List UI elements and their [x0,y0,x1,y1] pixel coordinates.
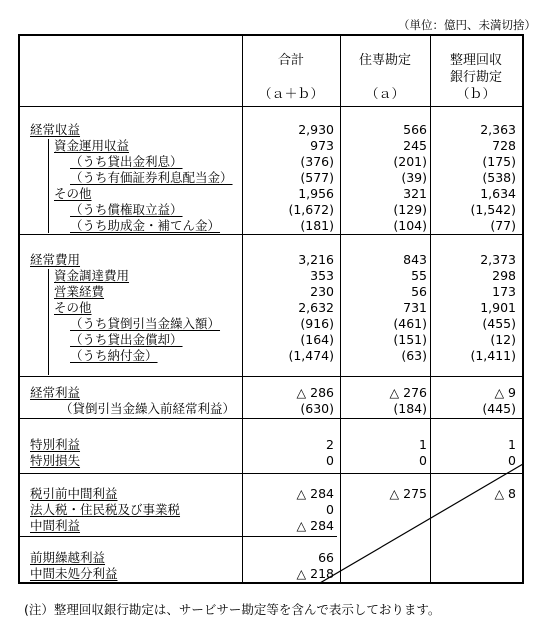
cell-jusen: (63) [401,348,427,363]
header-jusen-code: （ａ） [365,87,405,102]
cell-jusen: (129) [393,202,427,217]
cell-resolution: (12) [490,332,516,347]
row-label: 資金調達費用 [54,268,130,283]
row-label: 特別利益 [30,437,81,452]
header-resolution-code: （ｂ） [456,87,496,102]
cell-total: (630) [300,401,334,416]
cell-total: (376) [300,154,334,169]
header-jusen-label: 住専勘定 [358,53,411,68]
row-label: 経常収益 [30,122,81,137]
cell-jusen: (201) [393,154,427,169]
cell-total: △ 286 [296,385,334,400]
cell-total: 230 [310,284,334,299]
cell-total: 353 [310,268,334,283]
row-label: （うち貸倒引当金繰入額） [70,316,221,331]
section-divider [20,418,522,419]
row-label: （うち納付金） [70,348,158,363]
cell-jusen: 566 [403,122,427,137]
row-label: 特別損失 [30,453,81,468]
cell-jusen: 0 [419,453,427,468]
cell-total: △ 218 [296,566,334,581]
row-label: 法人税・住民税及び事業税 [30,502,181,517]
cell-total: (577) [300,170,334,185]
row-label: （うち貸出金利息） [70,154,183,169]
cell-resolution: (1,542) [470,202,516,217]
row-label: 前期繰越利益 [30,550,106,565]
cell-resolution: (77) [490,218,516,233]
header-resolution-label1: 整理回収 [449,53,502,68]
cell-total: (916) [300,316,334,331]
cell-resolution: (455) [482,316,516,331]
cell-total: (181) [300,218,334,233]
row-label: 経常利益 [30,385,81,400]
col-divider [242,36,243,582]
cell-resolution: 1,901 [480,300,516,315]
section-divider [20,536,337,537]
cell-jusen: 55 [411,268,427,283]
cell-total: 2 [326,437,334,452]
cell-total: 0 [326,453,334,468]
cell-jusen: (39) [401,170,427,185]
row-label: （うち償権取立益） [70,202,183,217]
row-label: 税引前中間利益 [30,486,118,501]
cell-resolution: 1,634 [480,186,516,201]
cell-jusen: 731 [403,300,427,315]
cell-total: (1,474) [288,348,334,363]
cell-resolution: 2,363 [480,122,516,137]
cell-total: 3,216 [298,252,334,267]
row-label: 中間未処分利益 [30,566,118,581]
empty-cell-diagonal [320,464,524,584]
cell-jusen: 321 [403,186,427,201]
row-label: （うち助成金・補てん金） [70,218,221,233]
row-label: 資金運用収益 [54,138,130,153]
header-divider [20,106,522,107]
header-resolution-label2: 銀行勘定 [449,70,502,85]
header-total-label: 合計 [277,53,304,68]
cell-total: 973 [310,138,334,153]
cell-jusen: 245 [403,138,427,153]
row-label: 経常費用 [30,252,81,267]
row-label: その他 [54,300,92,315]
header-jusen [340,52,430,103]
cell-resolution: 0 [508,453,516,468]
cell-resolution: 2,373 [480,252,516,267]
cell-resolution: 728 [492,138,516,153]
row-label: （貸倒引当金繰入前経常利益） [60,401,236,416]
cell-resolution: △ 8 [494,486,516,501]
cell-jusen: 843 [403,252,427,267]
indent-guide [48,139,49,233]
row-label: （うち有価証券利息配当金） [70,170,233,185]
cell-total: 66 [318,550,334,565]
cell-jusen: 1 [419,437,427,452]
cell-jusen: △ 275 [389,486,427,501]
cell-resolution: (445) [482,401,516,416]
footnote: (注）整理回収銀行勘定は、サービサー勘定等を含んで表示しております。 [24,602,441,617]
cell-jusen: (104) [393,218,427,233]
cell-resolution: (538) [482,170,516,185]
section-divider [20,376,522,377]
cell-jusen: (151) [393,332,427,347]
cell-resolution: 173 [492,284,516,299]
cell-total: 2,632 [298,300,334,315]
cell-jusen: 56 [411,284,427,299]
cell-jusen: (184) [393,401,427,416]
cell-total: △ 284 [296,486,334,501]
cell-resolution: 1 [508,437,516,452]
cell-jusen: (461) [393,316,427,331]
cell-total: 2,930 [298,122,334,137]
cell-total: 1,956 [298,186,334,201]
header-total-formula: （ａ＋ｂ） [258,87,324,102]
row-label: 営業経費 [54,284,105,299]
section-divider [20,234,522,235]
cell-total: (164) [300,332,334,347]
cell-total: 0 [326,502,334,517]
indent-guide [48,269,49,375]
cell-total: △ 284 [296,518,334,533]
row-label: 中間利益 [30,518,81,533]
unit-note: （単位：億円、未満切捨） [398,18,536,32]
row-label: （うち貸出金償却） [70,332,183,347]
cell-resolution: (1,411) [470,348,516,363]
header-resolution [430,52,522,103]
cell-resolution: △ 9 [494,385,516,400]
header-total [242,52,340,103]
cell-jusen: △ 276 [389,385,427,400]
cell-total: (1,672) [288,202,334,217]
cell-resolution: 298 [492,268,516,283]
cell-resolution: (175) [482,154,516,169]
row-label: その他 [54,186,92,201]
